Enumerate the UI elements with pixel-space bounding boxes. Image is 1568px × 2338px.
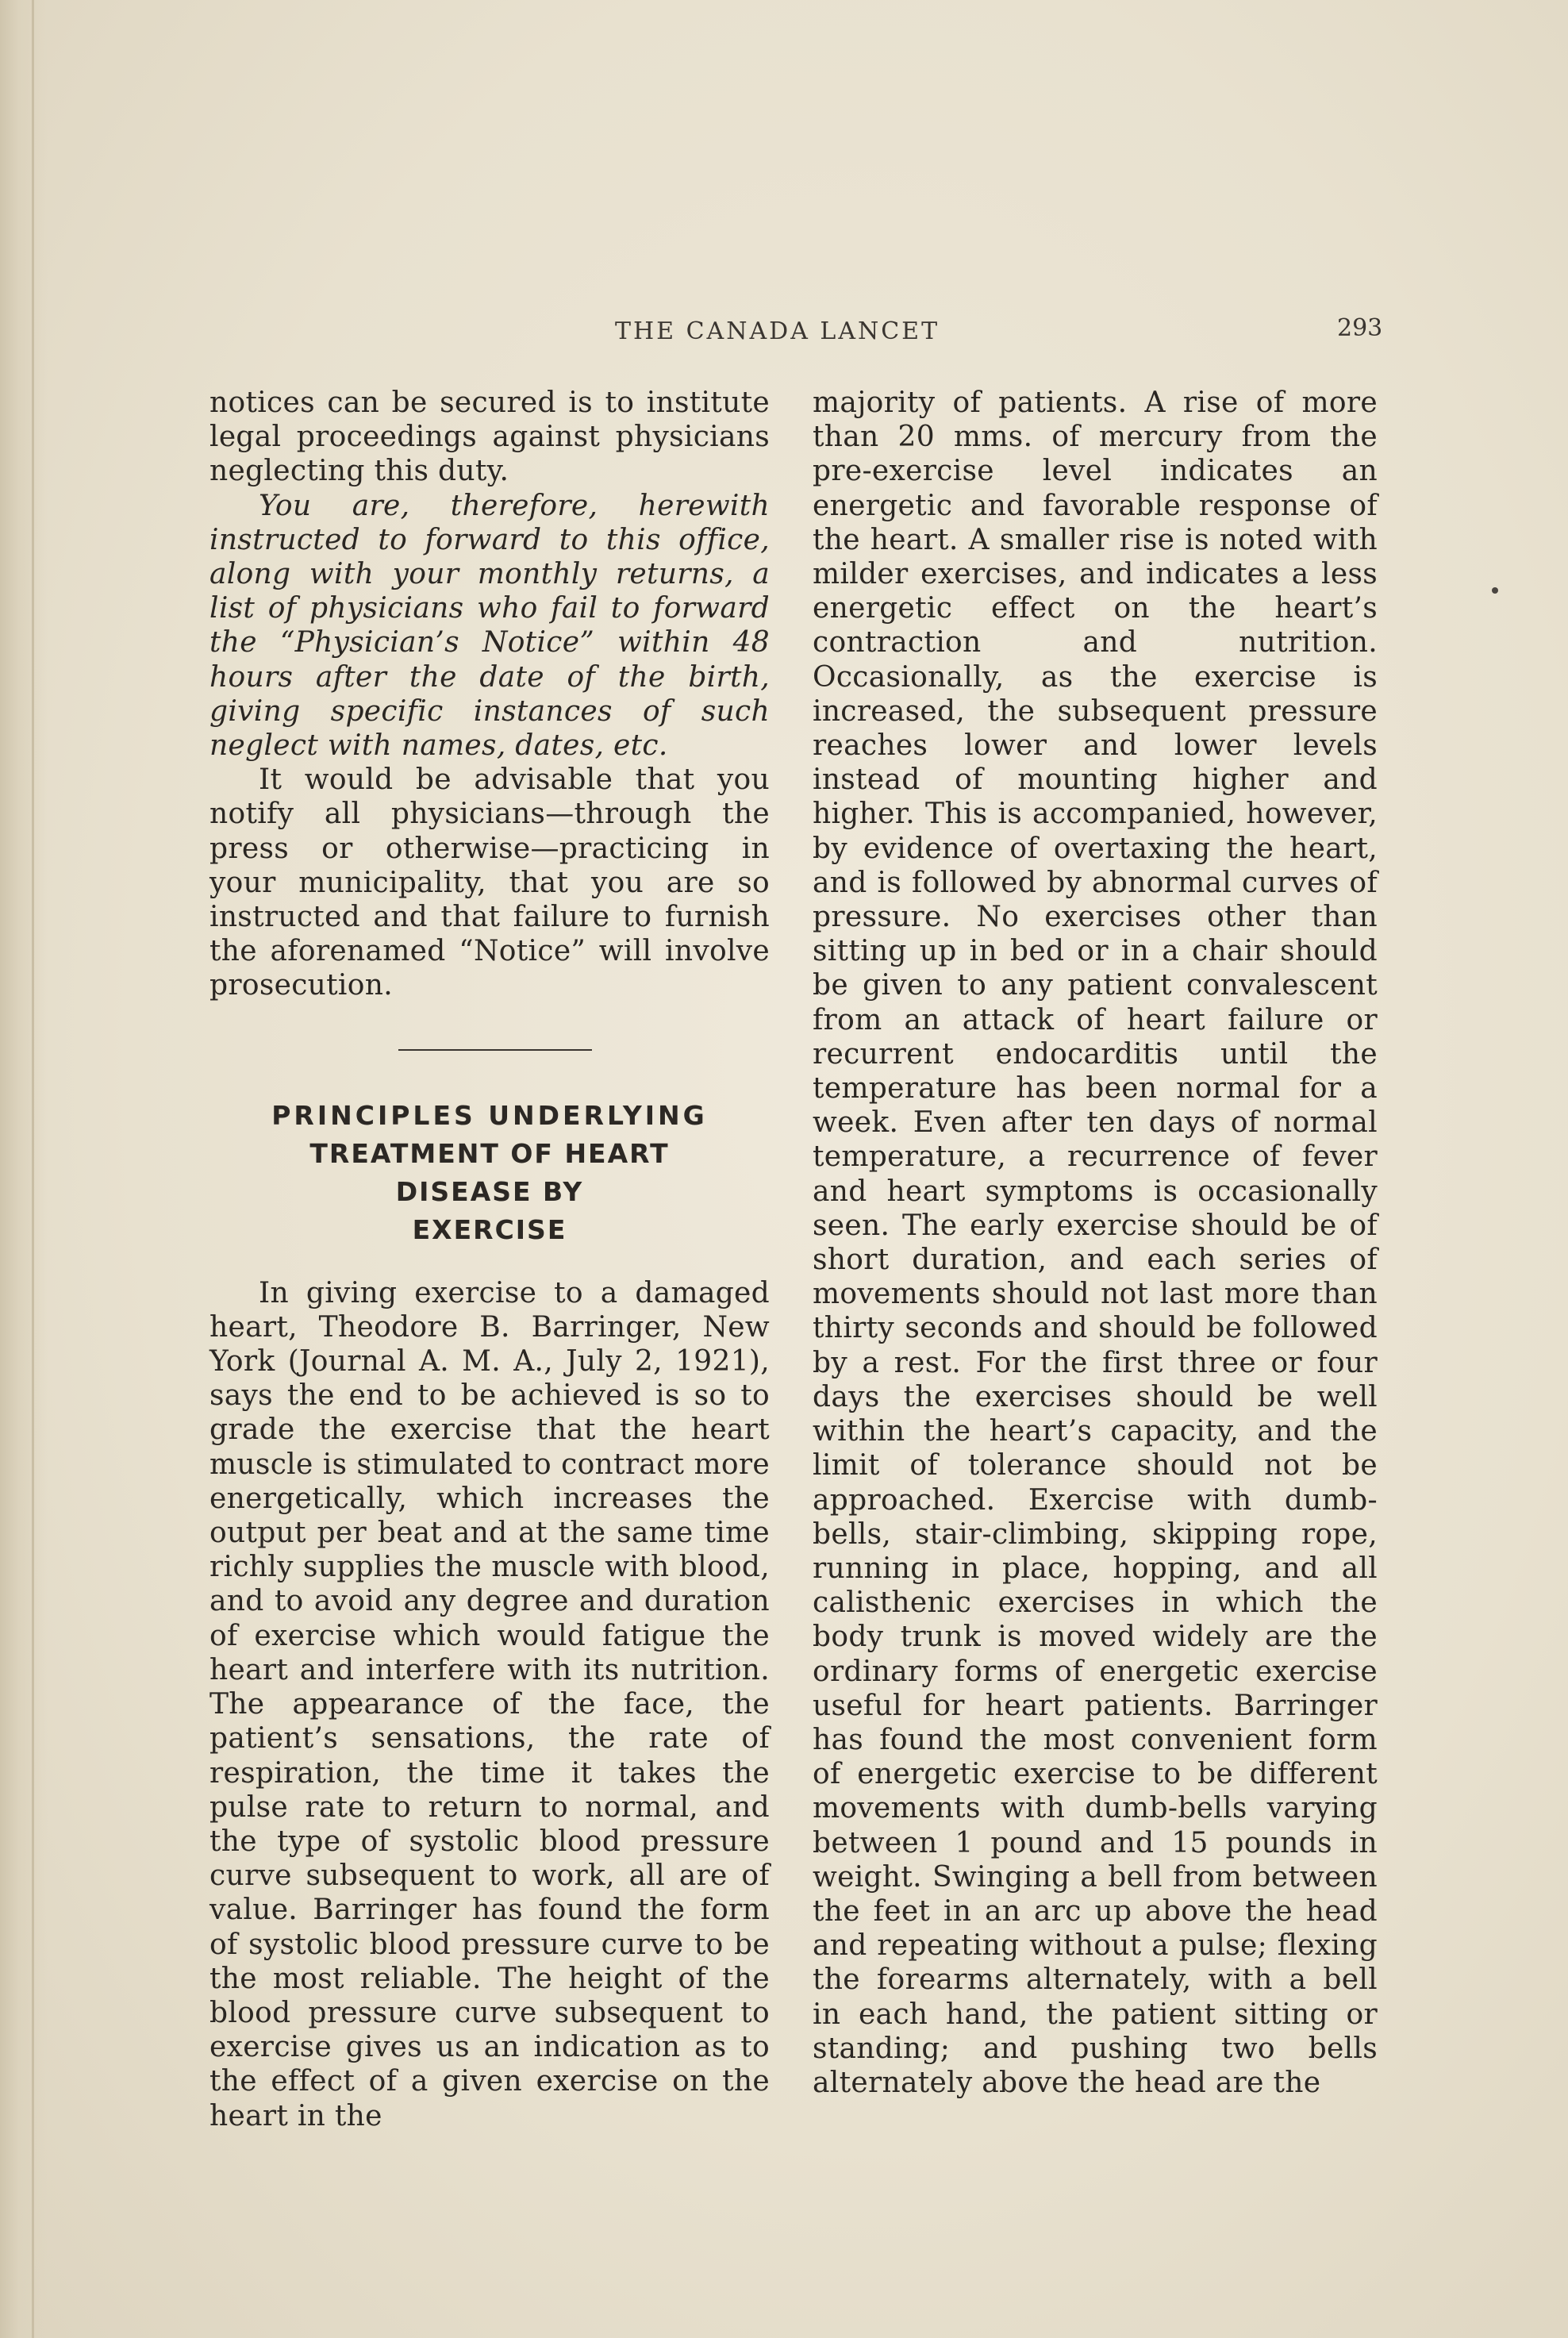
binding-line [32,0,34,2338]
paragraph-advisable: It would be advisable that you notify all physicians—through the press or otherwise—practicing in your municipality, that you are so instructed and that failure to furnish the aforenamed “Notice” will involve prosecution. [209,763,770,1002]
heading-line-2: TREATMENT OF HEART [309,1137,670,1169]
heading-line-4: EXERCISE [412,1213,567,1245]
running-head: THE CANADA LANCET [615,317,940,345]
paragraph-notices: notices can be secured is to institute legal proceedings against physicians neglecting this duty. [209,386,770,488]
section-divider [398,1049,592,1051]
ink-speck [1492,587,1498,594]
heading-line-1: PRINCIPLES UNDERLYING [271,1099,708,1131]
heading-line-3: DISEASE BY [395,1175,584,1207]
left-column [209,386,770,2133]
paragraph-giving-exercise: In giving exercise to a damaged heart, Theodore B. Barringer, New York (Journal A. M. A., July 2, 1921), says the end to be achieved is so to grade the exercise that the heart muscle is stimulated to contract more energetically, which increases the output per beat and at the same time richly supplies the muscle with blood, and to avoid any degree and duration of exercise which would fatigue the heart and interfere with its nutrition. The appearance of the face, the patient’s sensations, the rate of respiration, the time it takes the pulse rate to return to normal, and the type of systolic blood pressure curve subsequent to work, all are of value. Barringer has found the form of systolic blood pressure curve to be the most reliable. The height of the blood pressure curve subsequent to exercise gives us an indication as to the effect of a given exercise on the heart in the [209,1276,770,2132]
paragraph-instructions: You are, therefore, herewith instructed to forward to this office, along with your monthly returns, a list of physicians who fail to forward the “Physician’s Notice” within 48 hours after the date of the birth, giving specific instances of such neglect with names, dates, etc. [209,489,770,763]
binding-shadow [0,0,48,2338]
paragraph-majority: majority of patients. A rise of more than 20 mms. of mercury from the pre-exercise level indicates an energetic and favorable response of the heart. A smaller rise is noted with milder exercises, and indicates a less energetic effect on the heart’s contraction and nutrition. Occasionally, as the exercise is increased, the subsequent pressure reaches lower and lower levels instead of mounting higher and higher. This is accompanied, however, by evidence of overtaxing the heart, and is followed by abnormal curves of pressure. No exercises other than sitting up in bed or in a chair should be given to any patient convalescent from an attack of heart failure or recurrent endocarditis until the temperature has been normal for a week. Even after ten days of normal temperature, a recurrence of fever and heart symptoms is occasionally seen. The early exercise should be of short duration, and each series of movements should not last more than thirty seconds and should be followed by a rest. For the first three or four days the exercises should be well within the heart’s capacity, and the limit of tolerance should not be approached. Exercise with dumb-bells, stair-climbing, skipping rope, running in place, hopping, and all calisthenic exercises in which the body trunk is moved widely are the ordinary forms of energetic exercise useful for heart patients. Barringer has found the most convenient form of energetic exercise to be different movements with dumb-bells varying between 1 pound and 15 pounds in weight. Swinging a bell from between the feet in an arc up above the head and repeating without a pulse; flexing the forearms alternately, with a bell in each hand, the patient sitting or standing; and pushing two bells alternately above the head are the [813,386,1378,2099]
article-heading [209,1097,770,1249]
right-column [813,386,1378,2100]
page-number: 293 [1337,314,1383,342]
